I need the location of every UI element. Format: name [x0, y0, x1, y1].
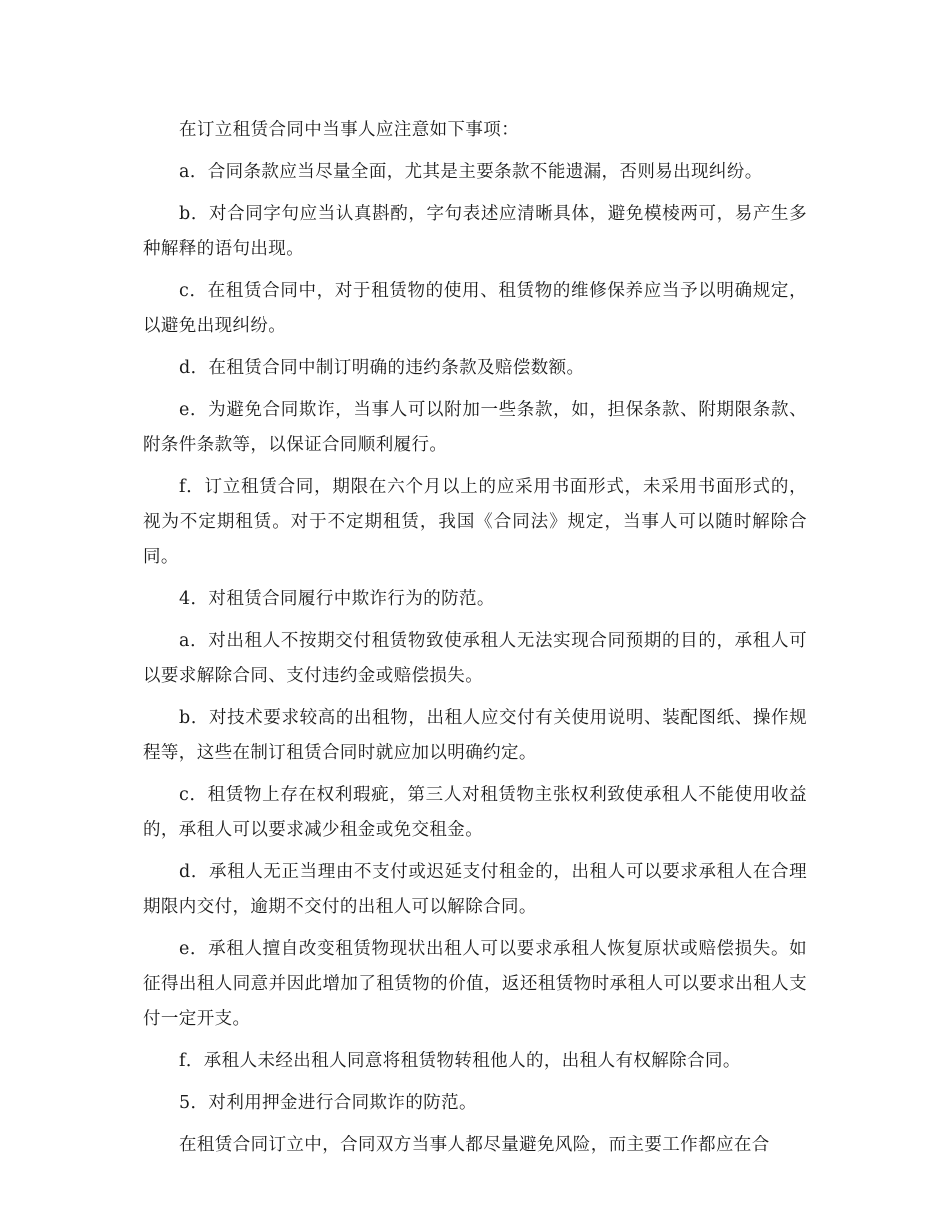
section-heading-5: 5．对利用押金进行合同欺诈的防范。 — [179, 1093, 477, 1113]
paragraph-sec4-e: e．承租人擅自改变租赁物现状出租人可以要求承租人恢复原状或赔偿损失。如征得出租人同意并因此增加了租赁物的价值，返还租赁物时承租人可以要求出租人支付一定开支。 — [143, 939, 807, 1029]
paragraph-sec4-d: d．承租人无正当理由不支付或迟延支付租金的，出租人可以要求承租人在合理期限内交付，逾期不交付的出租人可以解除合同。 — [143, 862, 807, 917]
paragraph-item-a: a．合同条款应当尽量全面，尤其是主要条款不能遗漏，否则易出现纠纷。 — [179, 162, 763, 182]
paragraph-sec4-b: b．对技术要求较高的出租物，出租人应交付有关使用说明、装配图纸、操作规程等，这些在制订租赁合同时就应加以明确约定。 — [143, 708, 807, 763]
paragraph-sec4-a: a．对出租人不按期交付租赁物致使承租人无法实现合同预期的目的，承租人可以要求解除合同、支付违约金或赔偿损失。 — [143, 631, 807, 686]
paragraph-item-b: b．对合同字句应当认真斟酌，字句表述应清晰具体，避免模棱两可，易产生多种解释的语句出现。 — [143, 204, 807, 259]
paragraph-item-f: f．订立租赁合同，期限在六个月以上的应采用书面形式，未采用书面形式的，视为不定期租赁。对于不定期租赁，我国《合同法》规定，当事人可以随时解除合同。 — [143, 477, 807, 567]
paragraph-item-c: c．在租赁合同中，对于租赁物的使用、租赁物的维修保养应当予以明确规定，以避免出现纠纷。 — [143, 281, 807, 336]
paragraph-item-e: e．为避免合同欺诈，当事人可以附加一些条款，如，担保条款、附期限条款、附条件条款等，以保证合同顺利履行。 — [143, 400, 807, 455]
section-heading-4: 4．对租赁合同履行中欺诈行为的防范。 — [179, 589, 495, 609]
document-page — [143, 113, 807, 1170]
paragraph-sec5-intro: 在租赁合同订立中，合同双方当事人都尽量避免风险，而主要工作都应在合 — [179, 1135, 770, 1155]
paragraph-item-d: d．在租赁合同中制订明确的违约条款及赔偿数额。 — [179, 358, 585, 378]
paragraph-intro: 在订立租赁合同中当事人应注意如下事项： — [179, 120, 520, 140]
paragraph-sec4-f: f．承租人未经出租人同意将租赁物转租他人的，出租人有权解除合同。 — [179, 1051, 741, 1071]
paragraph-sec4-c: c．租赁物上存在权利瑕疵，第三人对租赁物主张权利致使承租人不能使用收益的，承租人可以要求减少租金或免交租金。 — [143, 785, 807, 840]
